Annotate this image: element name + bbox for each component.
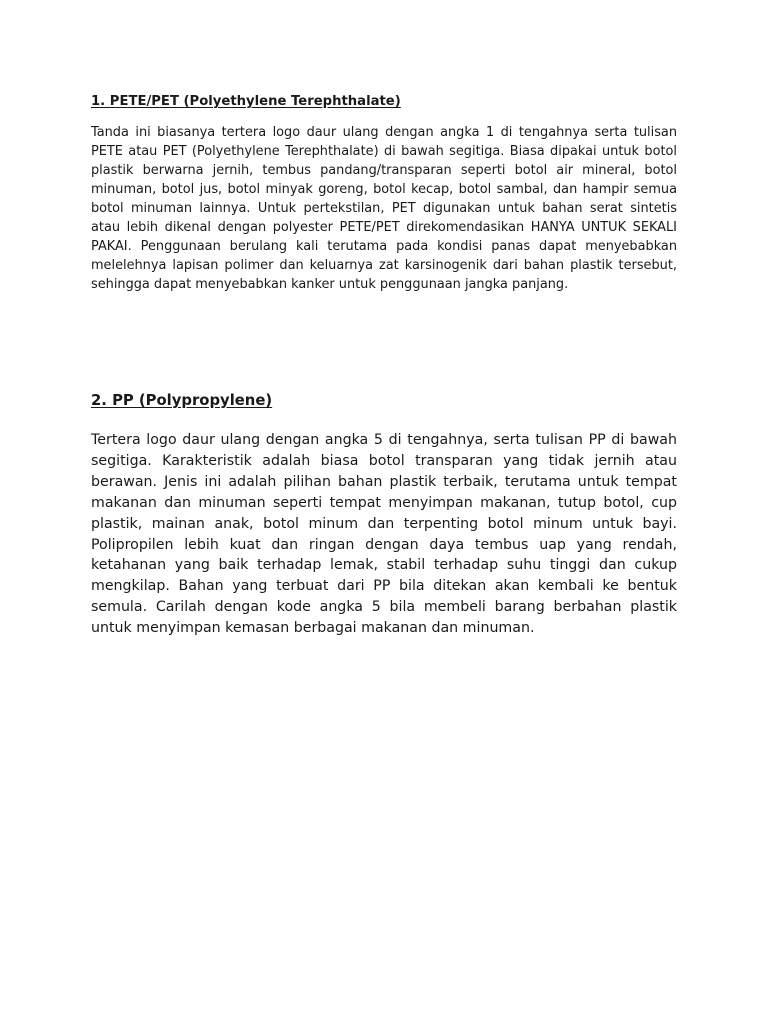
section-paragraph: Tanda ini biasanya tertera logo daur ulang dengan angka 1 di tengahnya serta tulisan PETE atau PET (Polyethylene Terephthalate) di bawah segitiga. Biasa dipakai untuk botol plastik berwarna jernih, tembus pandang/transparan seperti botol air mineral, botol minuman, botol jus, botol minyak goreng, botol kecap, botol sambal, dan hampir semua botol minuman lainnya. Untuk pertekstilan, PET digunakan untuk bahan serat sintetis atau lebih dikenal dengan polyester PETE/PET direkomendasikan HANYA UNTUK SEKALI PAKAI. Penggunaan berulang kali terutama pada kondisi panas dapat menyebabkan melelehnya lapisan polimer dan keluarnya zat karsinogenik dari bahan plastik tersebut, sehingga dapat menyebabkan kanker untuk penggunaan jangka panjang. <box>91 125 677 292</box>
section-heading: 2. PP (Polypropylene) <box>91 392 273 409</box>
section-heading: 1. PETE/PET (Polyethylene Terephthalate) <box>91 94 401 109</box>
section-pet <box>91 92 677 294</box>
section-paragraph: Tertera logo daur ulang dengan angka 5 di tengahnya, serta tulisan PP di bawah segitiga. Karakteristik adalah biasa botol transparan yang tidak jernih atau berawan. Jenis ini adalah pilihan bahan plastik terbaik, terutama untuk tempat makanan dan minuman seperti tempat menyimpan makanan, tutup botol, cup plastik, mainan anak, botol minum dan terpenting botol minum untuk bayi. Polipropilen lebih kuat dan ringan dengan daya tembus uap yang rendah, ketahanan yang baik terhadap lemak, stabil terhadap suhu tinggi dan cukup mengkilap. Bahan yang terbuat dari PP bila ditekan akan kembali ke bentuk semula. Carilah dengan kode angka 5 bila membeli barang berbahan plastik untuk menyimpan kemasan berbagai makanan dan minuman. <box>91 432 677 637</box>
section-pp <box>91 391 677 639</box>
